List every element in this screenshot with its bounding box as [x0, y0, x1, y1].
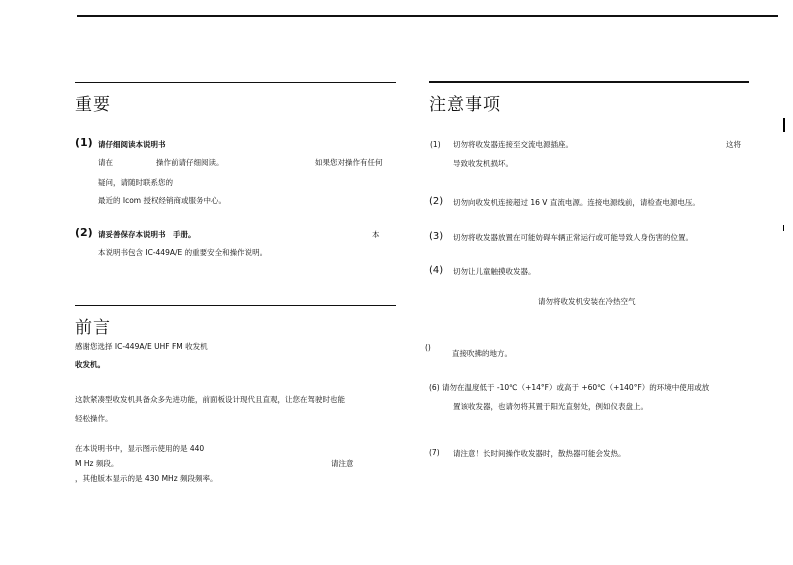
- edge-mark-1: [783, 118, 785, 132]
- caution-2-number: (2): [429, 196, 444, 207]
- caution-1-line-1b: 这将: [726, 140, 741, 149]
- important-title: 重要: [75, 95, 111, 115]
- caution-2-line-1: 切勿向收发机连接超过 16 V 直流电源。连接电源线前，请检查电源电压。: [453, 198, 700, 207]
- caution-5-line-1: 直接吹拂的地方。: [452, 349, 512, 358]
- preface-line-7: ，其他版本显示的是 430 MHz 频段频率。: [75, 474, 218, 483]
- section-2-right: 本: [372, 230, 380, 239]
- section-2-title: 请妥善保存本说明书 手册。: [98, 230, 196, 239]
- caution-4-number: (4): [429, 265, 444, 276]
- caution-1-number: (1): [430, 140, 441, 149]
- preface-line-5: 在本说明书中，显示图示使用的是 440: [75, 444, 205, 453]
- caution-1-line-2: 导致收发机损坏。: [453, 159, 513, 168]
- caution-5-number: (): [425, 343, 431, 352]
- caution-3-line-1: 切勿将收发器放置在可能妨碍车辆正常运行或可能导致人身伤害的位置。: [453, 233, 693, 242]
- important-rule: [75, 82, 396, 83]
- caution-3-number: (3): [429, 231, 444, 242]
- section-1-line-3: 最近的 Icom 授权经销商或服务中心。: [98, 196, 226, 205]
- preface-line-1: 感谢您选择 IC-449A/E UHF FM 收发机: [75, 342, 208, 351]
- caution-7-number: (7): [429, 448, 440, 457]
- preface-title: 前言: [75, 318, 111, 338]
- section-1-line-1a: 请在: [98, 158, 113, 167]
- caution-6-line-1: (6) 请勿在温度低于 -10℃（+14°F）或高于 +60℃（+140°F）的环境中使用或放: [429, 383, 710, 392]
- caution-rule: [429, 81, 749, 83]
- section-1-line-1b: 操作前请仔细阅读。: [156, 158, 224, 167]
- preface-rule: [75, 305, 396, 306]
- section-1-line-2: 疑问，请随时联系您的: [98, 178, 173, 187]
- caution-7-line-1: 请注意！长时间操作收发器时，散热器可能会发热。: [453, 449, 626, 458]
- section-2-number: (2): [75, 226, 93, 239]
- caution-title: 注意事项: [429, 95, 501, 115]
- section-1-title: 请仔细阅读本说明书: [98, 140, 166, 149]
- caution-4-line-1: 切勿让儿童触摸收发器。: [453, 267, 536, 276]
- preface-line-6a: M Hz 频段。: [75, 459, 119, 468]
- caution-6-line-2: 置该收发器，也请勿将其置于阳光直射处，例如仪表盘上。: [453, 402, 648, 411]
- caution-5-center: 请勿将收发机安装在冷热空气: [538, 297, 636, 306]
- edge-mark-2: [783, 225, 784, 231]
- preface-line-3: 这款紧凑型收发机具备众多先进功能，前面板设计现代且直观，让您在驾驶时也能: [75, 395, 345, 404]
- top-rule: [77, 15, 778, 17]
- section-1-line-1c: 如果您对操作有任何: [315, 158, 383, 167]
- preface-line-2: 收发机。: [75, 360, 105, 369]
- section-2-line-1: 本说明书包含 IC-449A/E 的重要安全和操作说明。: [98, 248, 268, 257]
- preface-line-6b: 请注意: [331, 459, 354, 468]
- section-1-number: (1): [75, 136, 93, 149]
- preface-line-4: 轻松操作。: [75, 414, 113, 423]
- caution-1-line-1: 切勿将收发器连接至交流电源插座。: [453, 140, 573, 149]
